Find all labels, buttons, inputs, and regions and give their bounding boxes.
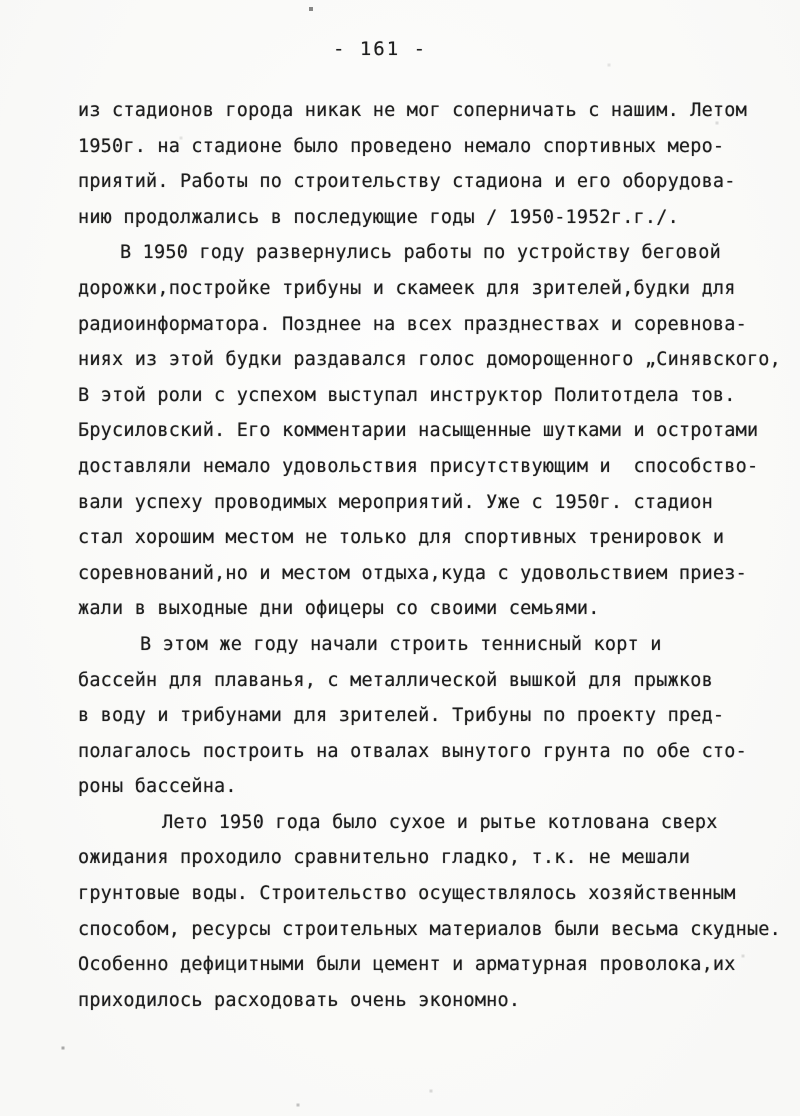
text-line: жали в выходные дни офицеры со своими семьями. (78, 598, 600, 620)
text-line: радиоинформатора. Позднее на всех празднествах и соревнова- (78, 313, 747, 335)
text-line: роны бассейна. (78, 776, 237, 798)
text-line: нию продолжались в последующие годы / 1950-1952г.г./. (78, 206, 679, 228)
text-line: Лето 1950 года было сухое и рытье котлована сверх (162, 811, 718, 833)
text-line: ожидания проходило сравнительно гладко, т.к. не мешали (78, 847, 691, 869)
text-line: бассейн для плаванья, с металлической вышкой для прыжков (78, 669, 713, 691)
text-block (78, 93, 783, 1018)
text-line: доставляли немало удовольствия присутствующим и способство- (78, 455, 759, 477)
text-line: В 1950 году развернулись работы по устройству беговой (120, 242, 721, 264)
text-line: приятий. Работы по строительству стадиона и его оборудова- (78, 171, 736, 193)
scan-speckles (0, 0, 2, 2)
text-line: грунтовые воды. Строительство осуществлялось хозяйственным (78, 883, 736, 905)
text-line: дорожки,постройке трибуны и скамеек для зрителей,будки для (78, 277, 736, 299)
text-line: соревнований,но и местом отдыха,куда с удовольствием приез- (78, 562, 747, 584)
text-line: В этой роли с успехом выступал инструктор Политотдела тов. (78, 384, 736, 406)
page-number: - 161 - (332, 38, 428, 60)
text-line: способом, ресурсы строительных материалов были весьма скудные. (78, 918, 781, 940)
text-line: 1950г. на стадионе было проведено немало спортивных меро- (78, 135, 725, 157)
text-line: стал хорошим местом не только для спортивных тренировок и (78, 527, 725, 549)
text-line: полагалось построить на отвалах вынутого грунта по обе сто- (78, 740, 747, 762)
text-line: ниях из этой будки раздавался голос доморощенного „Синявского, (78, 349, 781, 371)
text-line: из стадионов города никак не мог соперничать с нашим. Летом (78, 100, 747, 121)
text-line: Брусиловский. Его комментарии насыщенные шутками и остротами (78, 420, 759, 442)
text-line: В этом же году начали строить теннисный корт и (140, 633, 662, 655)
text-line: Особенно дефицитными были цемент и арматурная проволока,их (78, 954, 736, 976)
text-line: в воду и трибунами для зрителей. Трибуны по проекту пред- (78, 705, 725, 727)
text-line: вали успеху проводимых мероприятий. Уже с 1950г. стадион (78, 491, 713, 513)
text-line: приходилось расходовать очень экономно. (78, 989, 521, 1011)
